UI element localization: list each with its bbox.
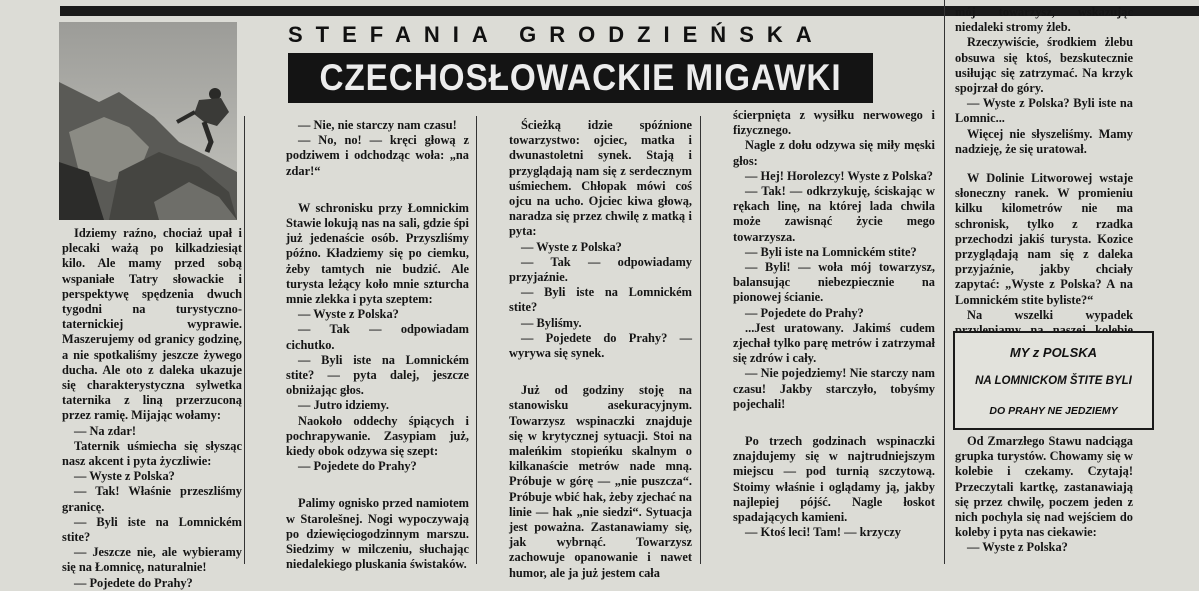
paragraph: Po trzech godzinach wspinaczki znajdujemy się w najtrudniejszym miejscu — pod turnią szczytową. Stoimy właśnie i oglądamy ją, jakby najlepiej pójść. Nagle łoskot spadających kamieni. <box>733 434 935 525</box>
paragraph: — Byli! — woła mój towarzysz, balansując niebezpiecznie na pionowej ścianie. <box>733 260 935 305</box>
paragraph: — Tak — odpowiadam cichutko. <box>286 322 469 352</box>
paragraph: — Jeszcze nie, ale wybieramy się na Łomnicę, naturalnie! <box>62 545 242 575</box>
paragraph: — Byli iste na Lomnickém stite? <box>745 244 917 259</box>
paragraph: Więcej nie słyszeliśmy. Mamy nadzieję, że się uratował. <box>955 126 1133 156</box>
column-divider <box>244 116 245 564</box>
paragraph: — Byli iste na Lomnickém stite? — pyta dalej, jeszcze obniżając głos. <box>286 352 469 398</box>
paragraph: W Dolinie Litworowej wstaje słoneczny ranek. W promieniu kilku kilometrów nie ma schronisk, tylko z rzadka przechodzi jakiś turysta. Kozice przyglądają nam się z daleka przyjaźnie, jakby chciały zapytać: „Wyste z Polska? A na Lomnickém stite byliste?“ <box>955 171 1133 307</box>
column-divider <box>944 0 945 564</box>
sign-line: NA LOMNICKOM ŠTITE BYLI <box>975 375 1132 387</box>
paragraph: — Pojedete do Prahy? — wyrywa się synek. <box>509 330 692 361</box>
paragraph: — Na zdar! <box>74 423 136 438</box>
paragraph: — Pojedete do Prahy? <box>745 305 864 320</box>
paragraph: — Byliśmy. <box>521 315 582 330</box>
paragraph: Na wszelki wypadek <box>967 307 1133 322</box>
paragraph: — Tak! Właśnie przeszliśmy granicę. <box>62 484 242 514</box>
sign-line: DO PRAHY NE JEDZIEMY <box>989 405 1118 417</box>
paragraph: Idziemy raźno, chociaż upał i plecaki ważą po kilkadziesiąt kilo. Ale mamy przed sobą wspaniałe Tatry słowackie i perspektywę spędzenia dwuch tygodni na turystyczno-taternickiej wyprawie. Maszerujemy od granicy godzinę, a nie spotkaliśmy jeszcze żywego ducha. Ale oto z daleka ukazuje się charakterystyczna sylwetka taternika z liną przerzuconą przez ramię. Mijając wołamy: <box>62 226 242 423</box>
column-divider <box>476 116 477 564</box>
paragraph: — Tak! — odkrzykuję, ściskając w rękach linę, na której lada chwila może zawisnąć życie mego towarzysza. <box>733 184 935 244</box>
paragraph: — Nie pojedziemy! Nie starczy nam czasu! Jakby starczyło, tobyśmy pojechali! <box>733 366 935 411</box>
paragraph: — Ktoś leci! Tam! — krzyczy <box>745 525 901 540</box>
paragraph: W schronisku przy Łomnickim Stawie lokują nas na sali, gdzie śpi już jedenaście osób. Przyszliśmy późno. Kładziemy się po ciemku, żeby tamtych nie budzić. Ale turysta leżący koło mnie szturcha mnie zlekka i pyta szeptem: <box>286 200 469 307</box>
climber-photo <box>59 22 237 220</box>
paragraph: — Hej! Horolezcy! Wyste z Polska? <box>745 168 933 183</box>
paragraph: Taternik uśmiecha się słysząc nasz akcent i pyta życzliwie: <box>62 438 242 469</box>
paragraph: ścierpnięta z wysiłku nerwowego i fizycznego. <box>733 108 935 138</box>
paragraph: Naokoło oddechy śpiących i pochrapywanie. Zasypiam już, kiedy obok odzywa się szept: <box>286 413 469 459</box>
article-title: CZECHOSŁOWACKIE MIGAWKI <box>288 53 873 103</box>
article-column-3 <box>509 118 692 581</box>
paragraph: — Tak — odpowiadamy przyjaźnie. <box>509 254 692 285</box>
paragraph: — No, no! — kręci głową z podziwem i odchodząc woła: „na zdar!“ <box>286 133 469 178</box>
paragraph: Już od godziny stoję na stanowisku asekuracyjnym. Towarzysz wspinaczki znajduje się w krytycznej sytuacji. Stoi na maleńkim stopieńku skalnym o kilkanaście metrów nade mną. Próbuje w górę — „nie puszcza“. Próbuje wbić hak, żeby zjechać na linie — hak „nie siedzi“. Sytuacja jest poważna. Zastanawiamy się, jak wybrnąć. Towarzysz zachowuje opanowanie i nawet humor, ale ja już jestem cała <box>509 383 692 580</box>
article-column-2 <box>286 118 469 572</box>
paragraph: — Wyste z Polska? <box>298 307 399 322</box>
handwritten-sign <box>953 331 1154 430</box>
column-divider <box>700 116 701 564</box>
article-column-1 <box>62 226 242 591</box>
article-column-5 <box>955 5 1133 353</box>
paragraph: mój towarzysz, wskazując niedaleki stromy żleb. <box>955 5 1133 35</box>
paragraph: — Wyste z Polska? <box>521 239 622 254</box>
article-column-5-end <box>955 434 1133 556</box>
paragraph: Nagle z dołu odzywa się miły męski głos: <box>733 138 935 168</box>
paragraph: — Byli iste na Lomnickém stite? <box>509 285 692 315</box>
paragraph: — Pojedete do Prahy? <box>298 459 417 474</box>
paragraph: Od Zmarzłego Stawu nadciąga grupka turystów. Chowamy się w kolebie i czekamy. Czytają! Przeczytali kartkę, zastanawiają się przez chwilę, poczem jeden z nich pochyla się nad wejściem do koleby i pyta nas ciekawie: <box>955 434 1133 540</box>
paragraph: ...Jest uratowany. Jakimś cudem zjechał tylko parę metrów i zatrzymał się zdrów i cały. <box>733 320 935 366</box>
paragraph: Palimy ognisko przed namiotem w Starolešnej. Nogi wypoczywają po dziewięciogodzinnym marszu. Siedzimy w milczeniu, słuchając niedalekiego pluskania świstaków. <box>286 496 469 572</box>
paragraph: — Jutro idziemy. <box>298 398 389 413</box>
paragraph: Ścieżką idzie spóźnione towarzystwo: ojciec, matka i dwunastoletni synek. Stają i przyglądają nam się z serdecznym uśmiechem. Chłopak mówi coś ojcu na ucho. Ojciec kiwa głową, naradza się przez chwilę z matką i pyta: <box>509 118 692 239</box>
paragraph: — Wyste z Polska? <box>74 469 175 484</box>
paragraph: — Byli iste na Lomnickém stite? <box>62 514 242 545</box>
paragraph: — Wyste z Polska? Byli iste na Lomnic... <box>955 96 1133 126</box>
sign-line: MY z POLSKA <box>1009 345 1098 360</box>
paragraph: — Wyste z Polska? <box>967 540 1068 555</box>
paragraph: — Pojedete do Prahy? <box>74 575 193 590</box>
article-column-4 <box>733 108 935 540</box>
paragraph: — Nie, nie starczy nam czasu! <box>298 118 457 132</box>
author-name: STEFANIA GRODZIEŃSKA <box>288 22 825 47</box>
paragraph: Rzeczywiście, środkiem żlebu obsuwa się ktoś, bezskutecznie usiłując się zatrzymać. Na krzyk spojrzał do góry. <box>955 35 1133 96</box>
